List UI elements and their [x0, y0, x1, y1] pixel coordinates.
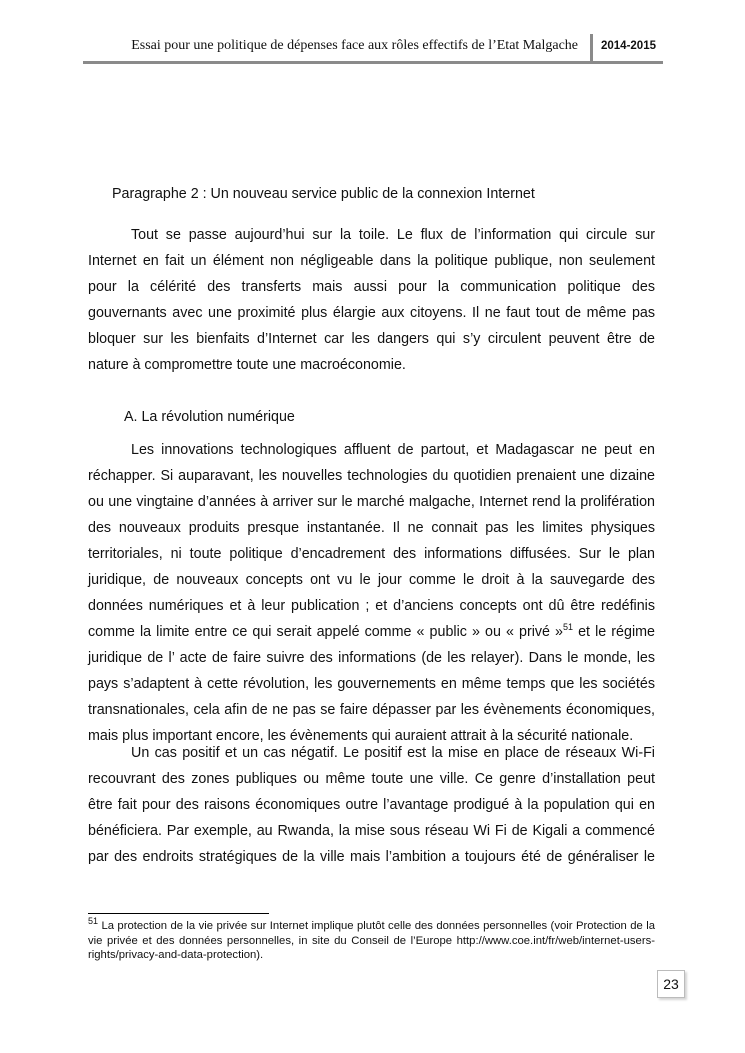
paragraph-2	[88, 437, 655, 749]
header-rule	[83, 61, 663, 64]
page-number: 23	[657, 970, 685, 998]
section-heading: A. La révolution numérique	[124, 409, 295, 425]
header-title: Essai pour une politique de dépenses face aux rôles effectifs de l’Etat Malgache	[131, 38, 578, 53]
text-line: transnationales, cela afin de ne pas se faire dépasser par les évènements économiques,	[88, 702, 655, 718]
text-segment: comme la limite entre ce qui serait appelé comme « public » ou « privé »	[88, 624, 564, 640]
footnote-text: La protection de la vie privée sur Internet implique plutôt celle des données personnelles (voir Protection de la vie privée et des données personnelles, in site du Conseil de l’Europe http://www.coe.int/fr/web/internet-users-rights/privacy-and-data-protection).	[88, 920, 655, 961]
text-line: Internet en fait un élément non négligeable dans la politique publique, non seulement	[88, 253, 655, 269]
footnote-separator	[88, 913, 269, 914]
text-line: des nouveaux produits presque instantanée. Il ne connait pas les limites physiques	[88, 520, 655, 536]
text-line: Les innovations technologiques affluent de partout, et Madagascar ne peut en	[131, 442, 655, 458]
text-line: juridique, de nouveaux concepts ont vu le jour comme le droit à la sauvegarde des	[88, 572, 655, 588]
text-line	[88, 619, 655, 645]
paragraph-3	[88, 740, 655, 870]
text-line: pays s’adaptent à cette révolution, les gouvernements en même temps que les sociétés	[88, 676, 655, 692]
text-line: recouvrant des zones publiques ou même toute une ville. Ce genre d’installation peut	[88, 771, 655, 787]
text-line: ou une vingtaine d’années à arriver sur le marché malgache, Internet rend la prolifération	[88, 494, 655, 510]
footnote-reference[interactable]: 51	[563, 622, 574, 633]
text-line: gouvernants avec une proximité plus élargie aux citoyens. Il ne faut tout de même pas	[88, 305, 655, 321]
page-header	[83, 30, 663, 64]
text-line: par des endroits stratégiques de la ville mais l’ambition a toujours été de généraliser le	[88, 849, 655, 865]
text-line: bloquer sur les bienfaits d’Internet car les dangers qui s’y circulent peuvent être de	[88, 331, 655, 347]
text-line: territoriales, ni toute politique d’encadrement des informations diffusées. Sur le plan	[88, 546, 655, 562]
text-segment: et le régime	[573, 624, 655, 640]
paragraph-1	[88, 222, 655, 378]
footnote-number: 51	[88, 916, 99, 927]
paragraph-heading: Paragraphe 2 : Un nouveau service public de la connexion Internet	[112, 186, 535, 202]
text-line: Un cas positif et un cas négatif. Le positif est la mise en place de réseaux Wi-Fi	[131, 745, 655, 761]
text-line: mais plus important encore, les évènements qui auraient attrait à la sécurité nationale.	[88, 728, 634, 744]
text-line: juridique de l’ acte de faire suivre des informations (de les relayer). Dans le monde, les	[88, 650, 655, 666]
text-line: nature à compromettre toute une macroéconomie.	[88, 357, 406, 373]
header-year: 2014-2015	[601, 40, 656, 52]
text-line: données numériques et à leur publication ; et d’anciens concepts ont dû être redéfinis	[88, 598, 655, 614]
text-line: pour la célérité des transferts mais aussi pour la communication politique des	[88, 279, 655, 295]
header-separator	[590, 34, 593, 64]
text-line: être fait pour des raisons économiques outre l’avantage prodigué à la population qui en	[88, 797, 655, 813]
text-line: bénéficiera. Par exemple, au Rwanda, la mise sous réseau Wi Fi de Kigali a commencé	[88, 823, 655, 839]
footnote	[88, 916, 655, 963]
text-line: Tout se passe aujourd’hui sur la toile. Le flux de l’information qui circule sur	[131, 227, 655, 243]
text-line: réchapper. Si auparavant, les nouvelles technologies du quotidien prenaient une dizaine	[88, 468, 655, 484]
